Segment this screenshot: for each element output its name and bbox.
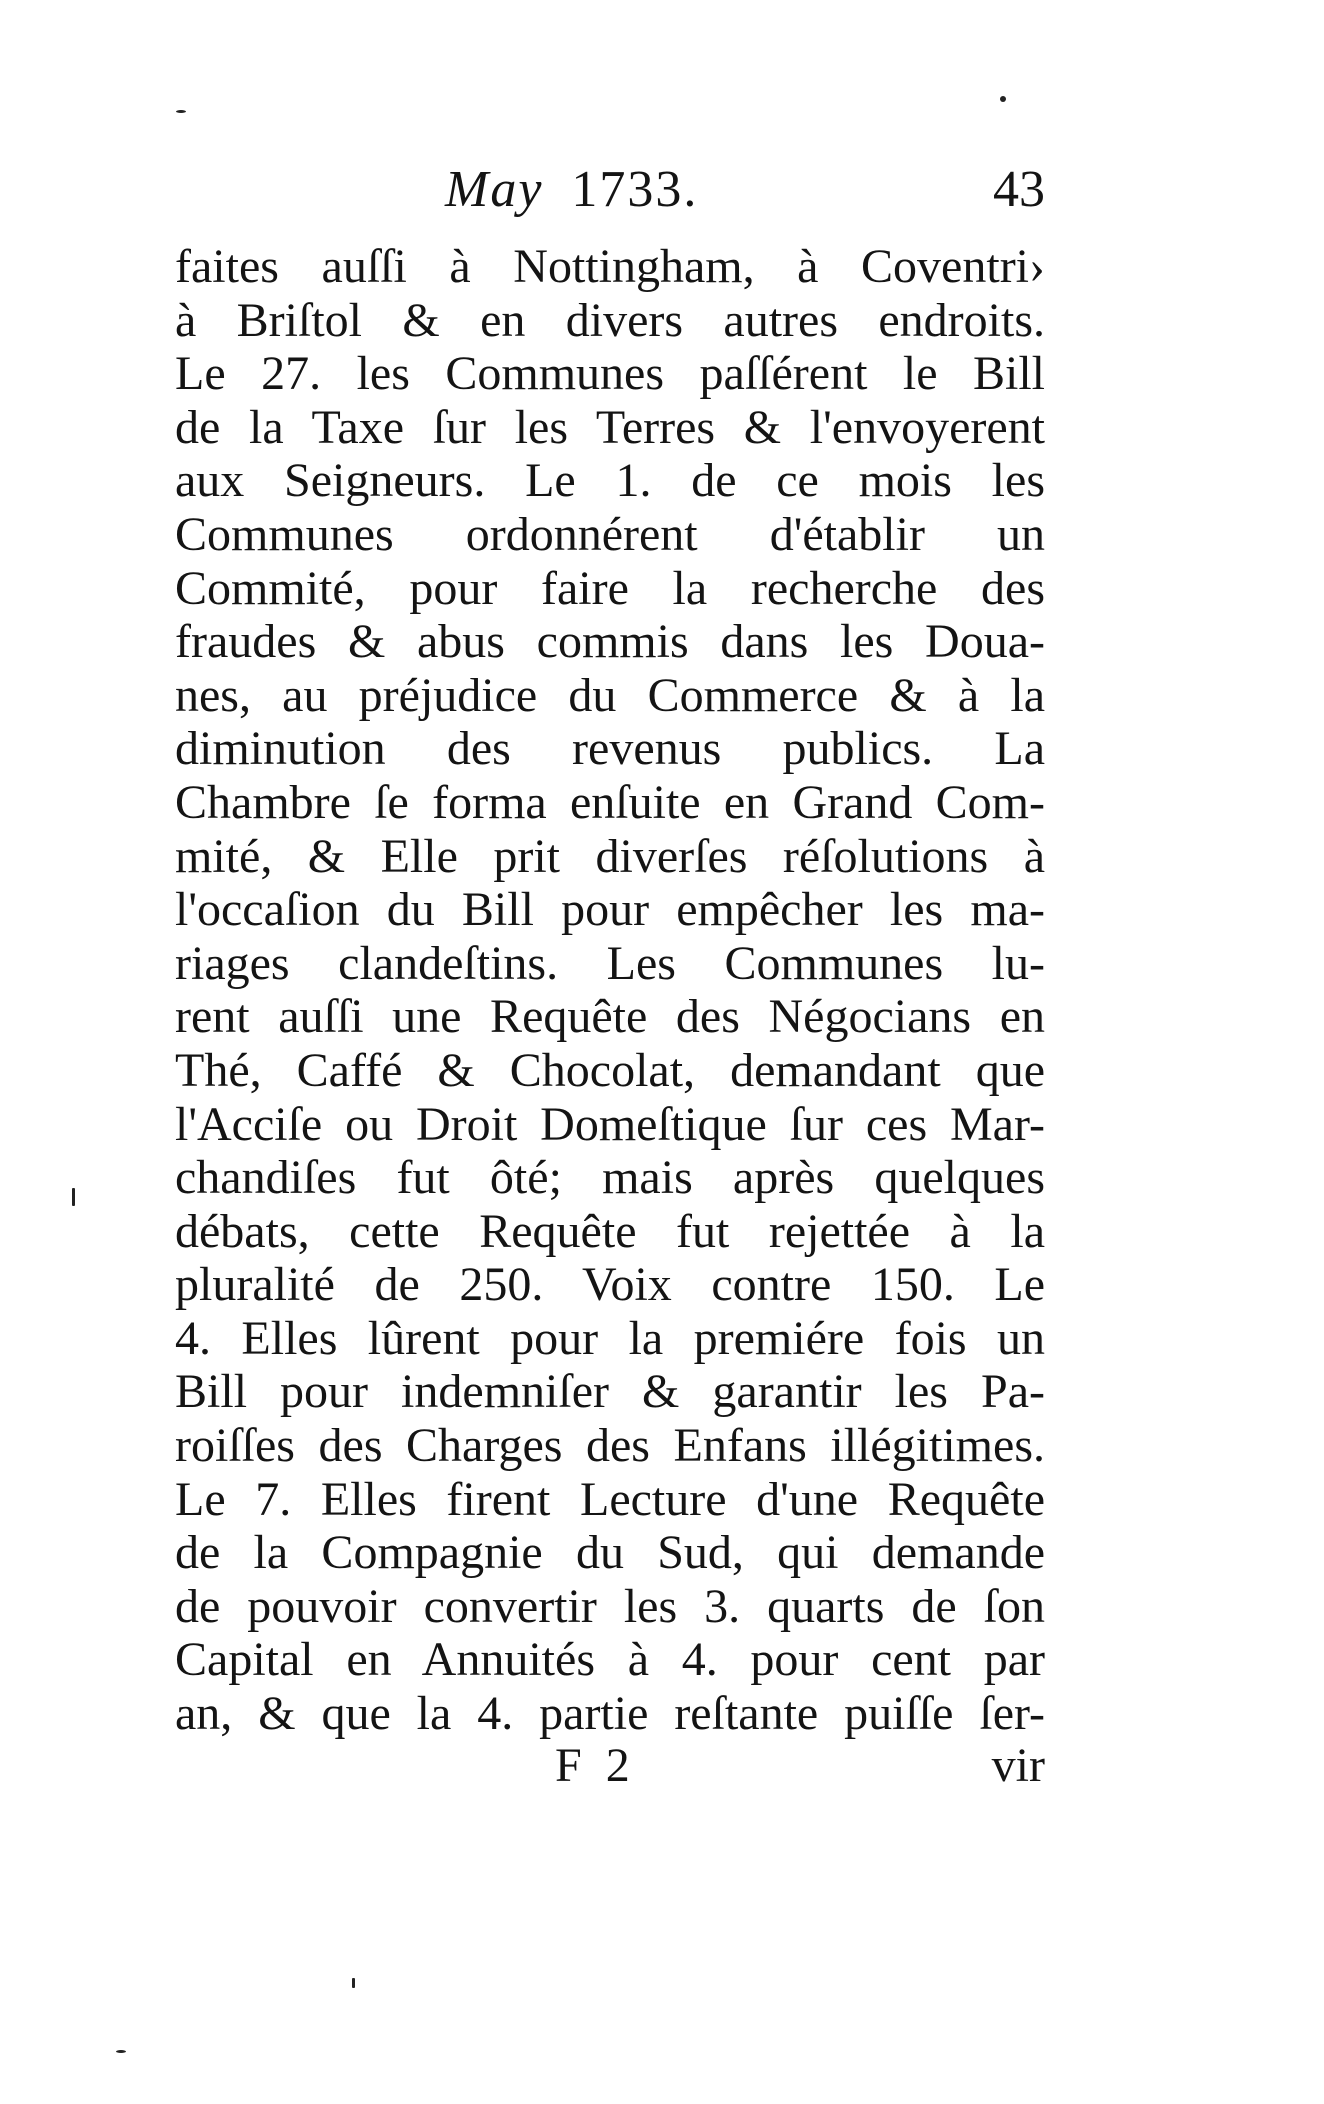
body-text: [175, 240, 1045, 1741]
catchword: vir: [991, 1739, 1045, 1792]
text-line: aux Seigneurs. Le 1. de ce mois les: [175, 454, 1045, 508]
text-line: faites auſſi à Nottingham, à Coventri›: [175, 240, 1045, 293]
ink-speck: [72, 1188, 75, 1206]
text-line: de pouvoir convertir les 3. quarts de ſon: [175, 1579, 1045, 1633]
text-line: pluralité de 250. Voix contre 150. Le: [175, 1258, 1045, 1312]
page-footer: [175, 1738, 1045, 1798]
text-line: mité, & Elle prit diverſes réſolutions à: [175, 829, 1045, 883]
signature-mark: F 2: [555, 1739, 636, 1792]
text-line: Bill pour indemniſer & garantir les Pa-: [175, 1365, 1045, 1419]
ink-speck: [1000, 96, 1006, 102]
text-line: Commité, pour faire la recherche des: [175, 561, 1045, 615]
text-line: de la Compagnie du Sud, qui demande: [175, 1526, 1045, 1580]
header-month: May: [445, 161, 544, 218]
text-line: chandiſes fut ôté; mais après quelques: [175, 1151, 1045, 1205]
text-line: Le 7. Elles firent Lecture d'une Requête: [175, 1472, 1045, 1526]
header-year: 1733.: [571, 161, 699, 218]
text-line: Capital en Annuités à 4. pour cent par: [175, 1633, 1045, 1687]
text-line: l'Acciſe ou Droit Domeſtique ſur ces Mar-: [175, 1097, 1045, 1151]
ink-speck: [116, 2050, 126, 2053]
text-line: an, & que la 4. partie reſtante puiſſe ſer-: [175, 1687, 1045, 1741]
text-line: fraudes & abus commis dans les Doua-: [175, 615, 1045, 669]
text-line: nes, au préjudice du Commerce & à la: [175, 668, 1045, 722]
text-line: 4. Elles lûrent pour la premiére fois un: [175, 1311, 1045, 1365]
text-line: l'occaſion du Bill pour empêcher les ma-: [175, 883, 1045, 937]
text-line: diminution des revenus publics. La: [175, 722, 1045, 776]
text-line: Chambre ſe forma enſuite en Grand Com-: [175, 775, 1045, 829]
text-line: débats, cette Requête fut rejettée à la: [175, 1204, 1045, 1258]
text-line: Le 27. les Communes paſſérent le Bill: [175, 347, 1045, 401]
ink-speck: [176, 110, 186, 113]
text-line: Thé, Caffé & Chocolat, demandant que: [175, 1043, 1045, 1097]
text-line: Communes ordonnérent d'établir un: [175, 507, 1045, 561]
ink-speck: [352, 1978, 355, 1988]
page-number: 43: [993, 161, 1045, 218]
page-header: [175, 160, 1045, 240]
text-line: riages clandeſtins. Les Communes lu-: [175, 936, 1045, 990]
text-line: de la Taxe ſur les Terres & l'envoyerent: [175, 400, 1045, 454]
text-line: à Briſtol & en divers autres endroits.: [175, 293, 1045, 347]
running-title: [445, 160, 698, 219]
text-line: rent auſſi une Requête des Négocians en: [175, 990, 1045, 1044]
text-line: roiſſes des Charges des Enfans illégitimes.: [175, 1419, 1045, 1473]
